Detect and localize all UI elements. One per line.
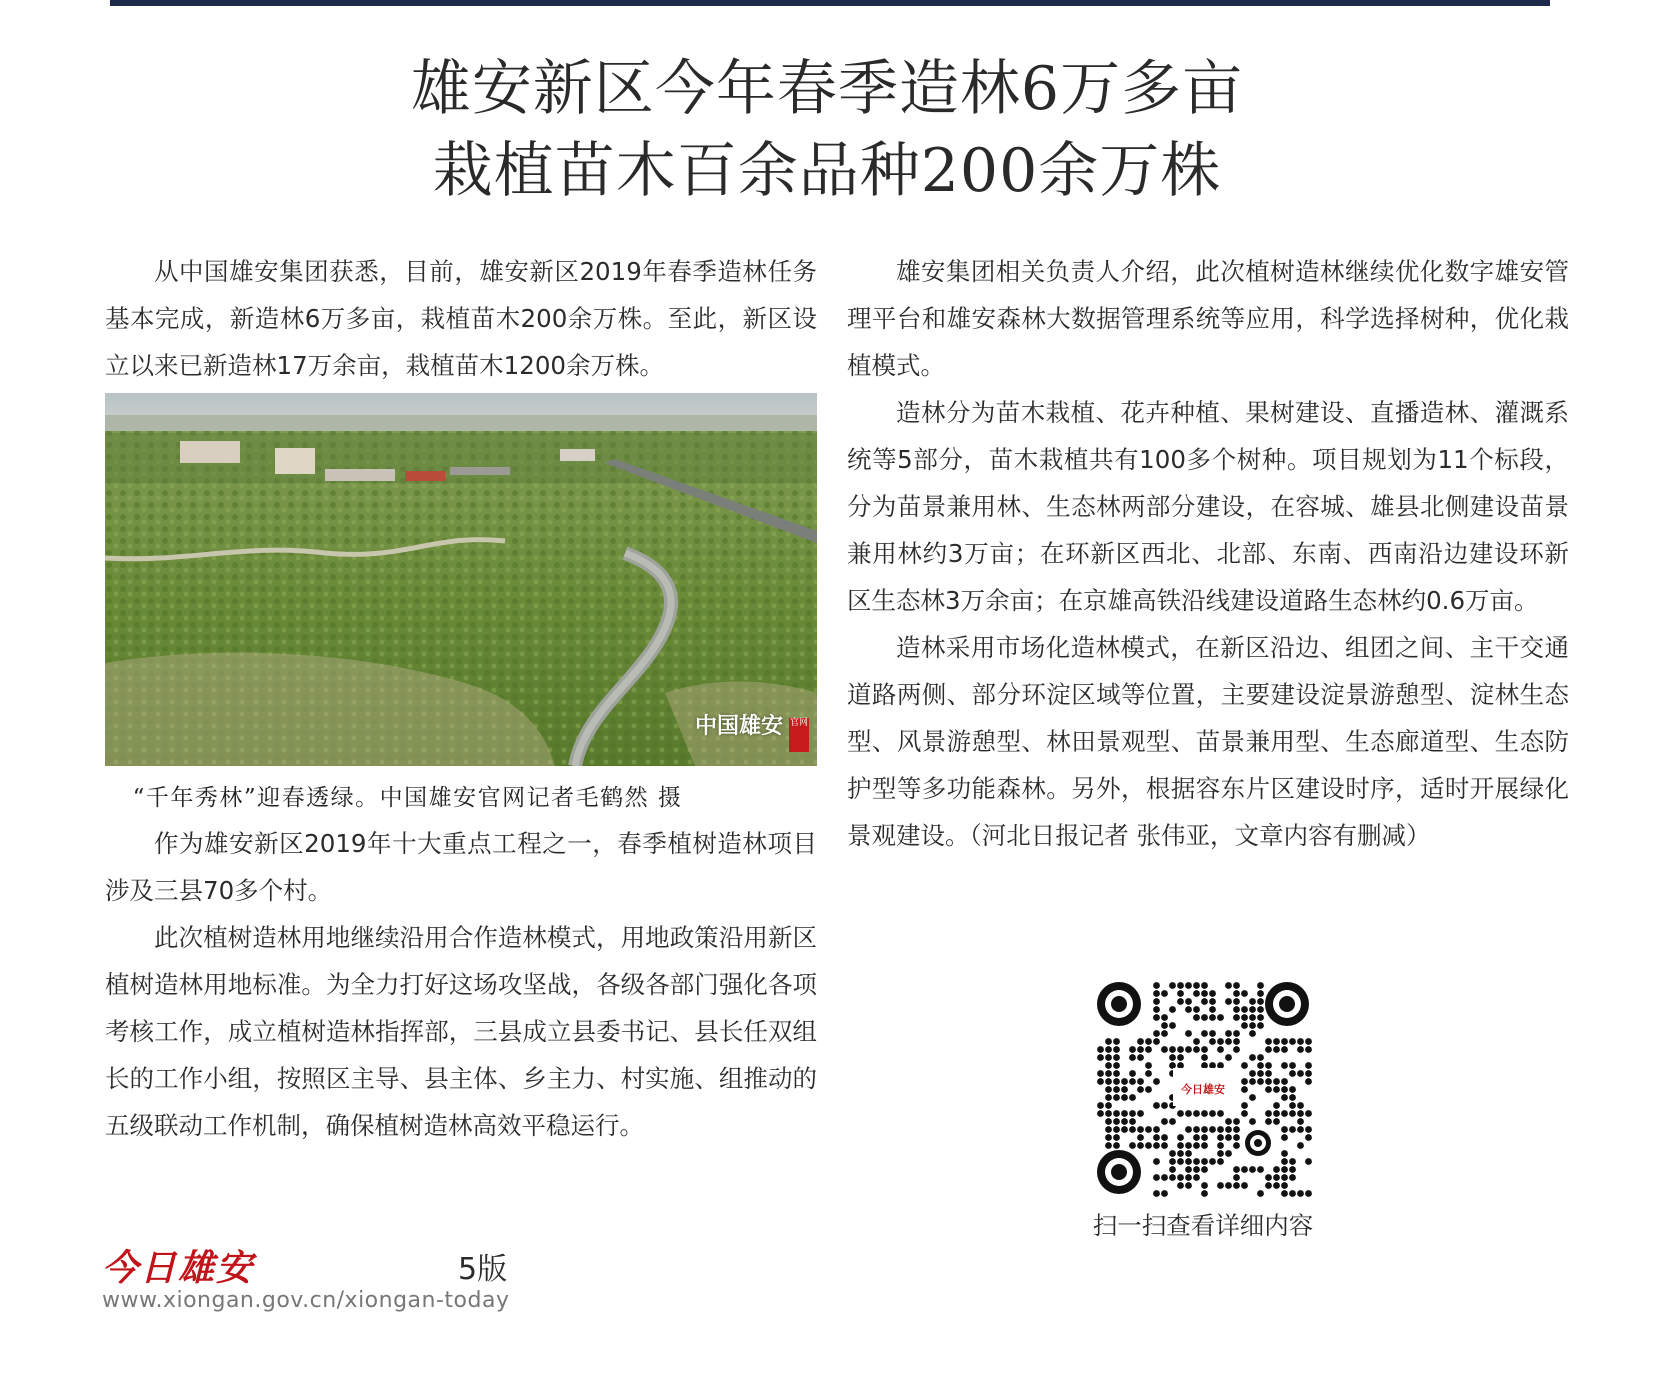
qr-label: 扫一扫查看详细内容	[1092, 1211, 1314, 1240]
top-rule	[110, 0, 1550, 6]
photo-watermark: 中国雄安	[694, 713, 783, 739]
right-paragraph-2: 造林分为苗木栽植、花卉种植、果树建设、直播造林、灌溉系统等5部分，苗木栽植共有100多个树种。项目规划为11个标段，分为苗景兼用林、生态林两部分建设，在容城、雄县北侧建设苗景兼用林约3万亩；在环新区西北、北部、东南、西南沿边建设环新区生态林3万余亩；在京雄高铁沿线建设道路生态林约0.6万亩。	[847, 398, 1569, 615]
qr-center-logo: 今日雄安	[1181, 1083, 1225, 1096]
qr-code-image	[1093, 978, 1313, 1198]
footer-logo: 今日雄安	[102, 1247, 255, 1289]
photo-caption: “千年秀林”迎春透绿。中国雄安官网记者毛鹤然 摄	[132, 785, 683, 811]
right-paragraph-3: 造林采用市场化造林模式，在新区沿边、组团之间、主干交通道路两侧、部分环淀区域等位置，主要建设淀景游憩型、淀林生态型、风景游憩型、林田景观型、苗景兼用型、生态廊道型、生态防护型等多功能森林。另外，根据容东片区建设时序，适时开展绿化景观建设。（河北日报记者 张伟亚，文章内容有删减）	[847, 633, 1569, 850]
left-paragraph-2: 作为雄安新区2019年十大重点工程之一，春季植树造林项目涉及三县70多个村。	[105, 829, 817, 905]
footer-url[interactable]: www.xiongan.gov.cn/xiongan-today	[102, 1288, 510, 1313]
forest-photo	[105, 393, 817, 766]
photo-seal: 官网	[789, 718, 809, 752]
right-column	[847, 248, 1569, 859]
left-paragraph-3: 此次植树造林用地继续沿用合作造林模式，用地政策沿用新区植树造林用地标准。为全力打好这场攻坚战，各级各部门强化各项考核工作，成立植树造林指挥部，三县成立县委书记、县长任双组长的工作小组，按照区主导、县主体、乡主力、村实施、组推动的五级联动工作机制，确保植树造林高效平稳运行。	[105, 923, 817, 1140]
left-column	[105, 248, 817, 1149]
headline-line-1: 雄安新区今年春季造林6万多亩	[410, 54, 1244, 124]
page-number: 5版	[458, 1252, 508, 1287]
left-paragraph-1: 从中国雄安集团获悉，目前，雄安新区2019年春季造林任务基本完成，新造林6万多亩，栽植苗木200余万株。至此，新区设立以来已新造林17万余亩，栽植苗木1200余万株。	[105, 257, 817, 380]
right-paragraph-1: 雄安集团相关负责人介绍，此次植树造林继续优化数字雄安管理平台和雄安森林大数据管理系统等应用，科学选择树种，优化栽植模式。	[847, 257, 1569, 380]
headline-line-2: 栽植苗木百余品种200余万株	[432, 136, 1222, 206]
qr-code[interactable]	[1093, 978, 1313, 1198]
headline	[0, 48, 1654, 212]
